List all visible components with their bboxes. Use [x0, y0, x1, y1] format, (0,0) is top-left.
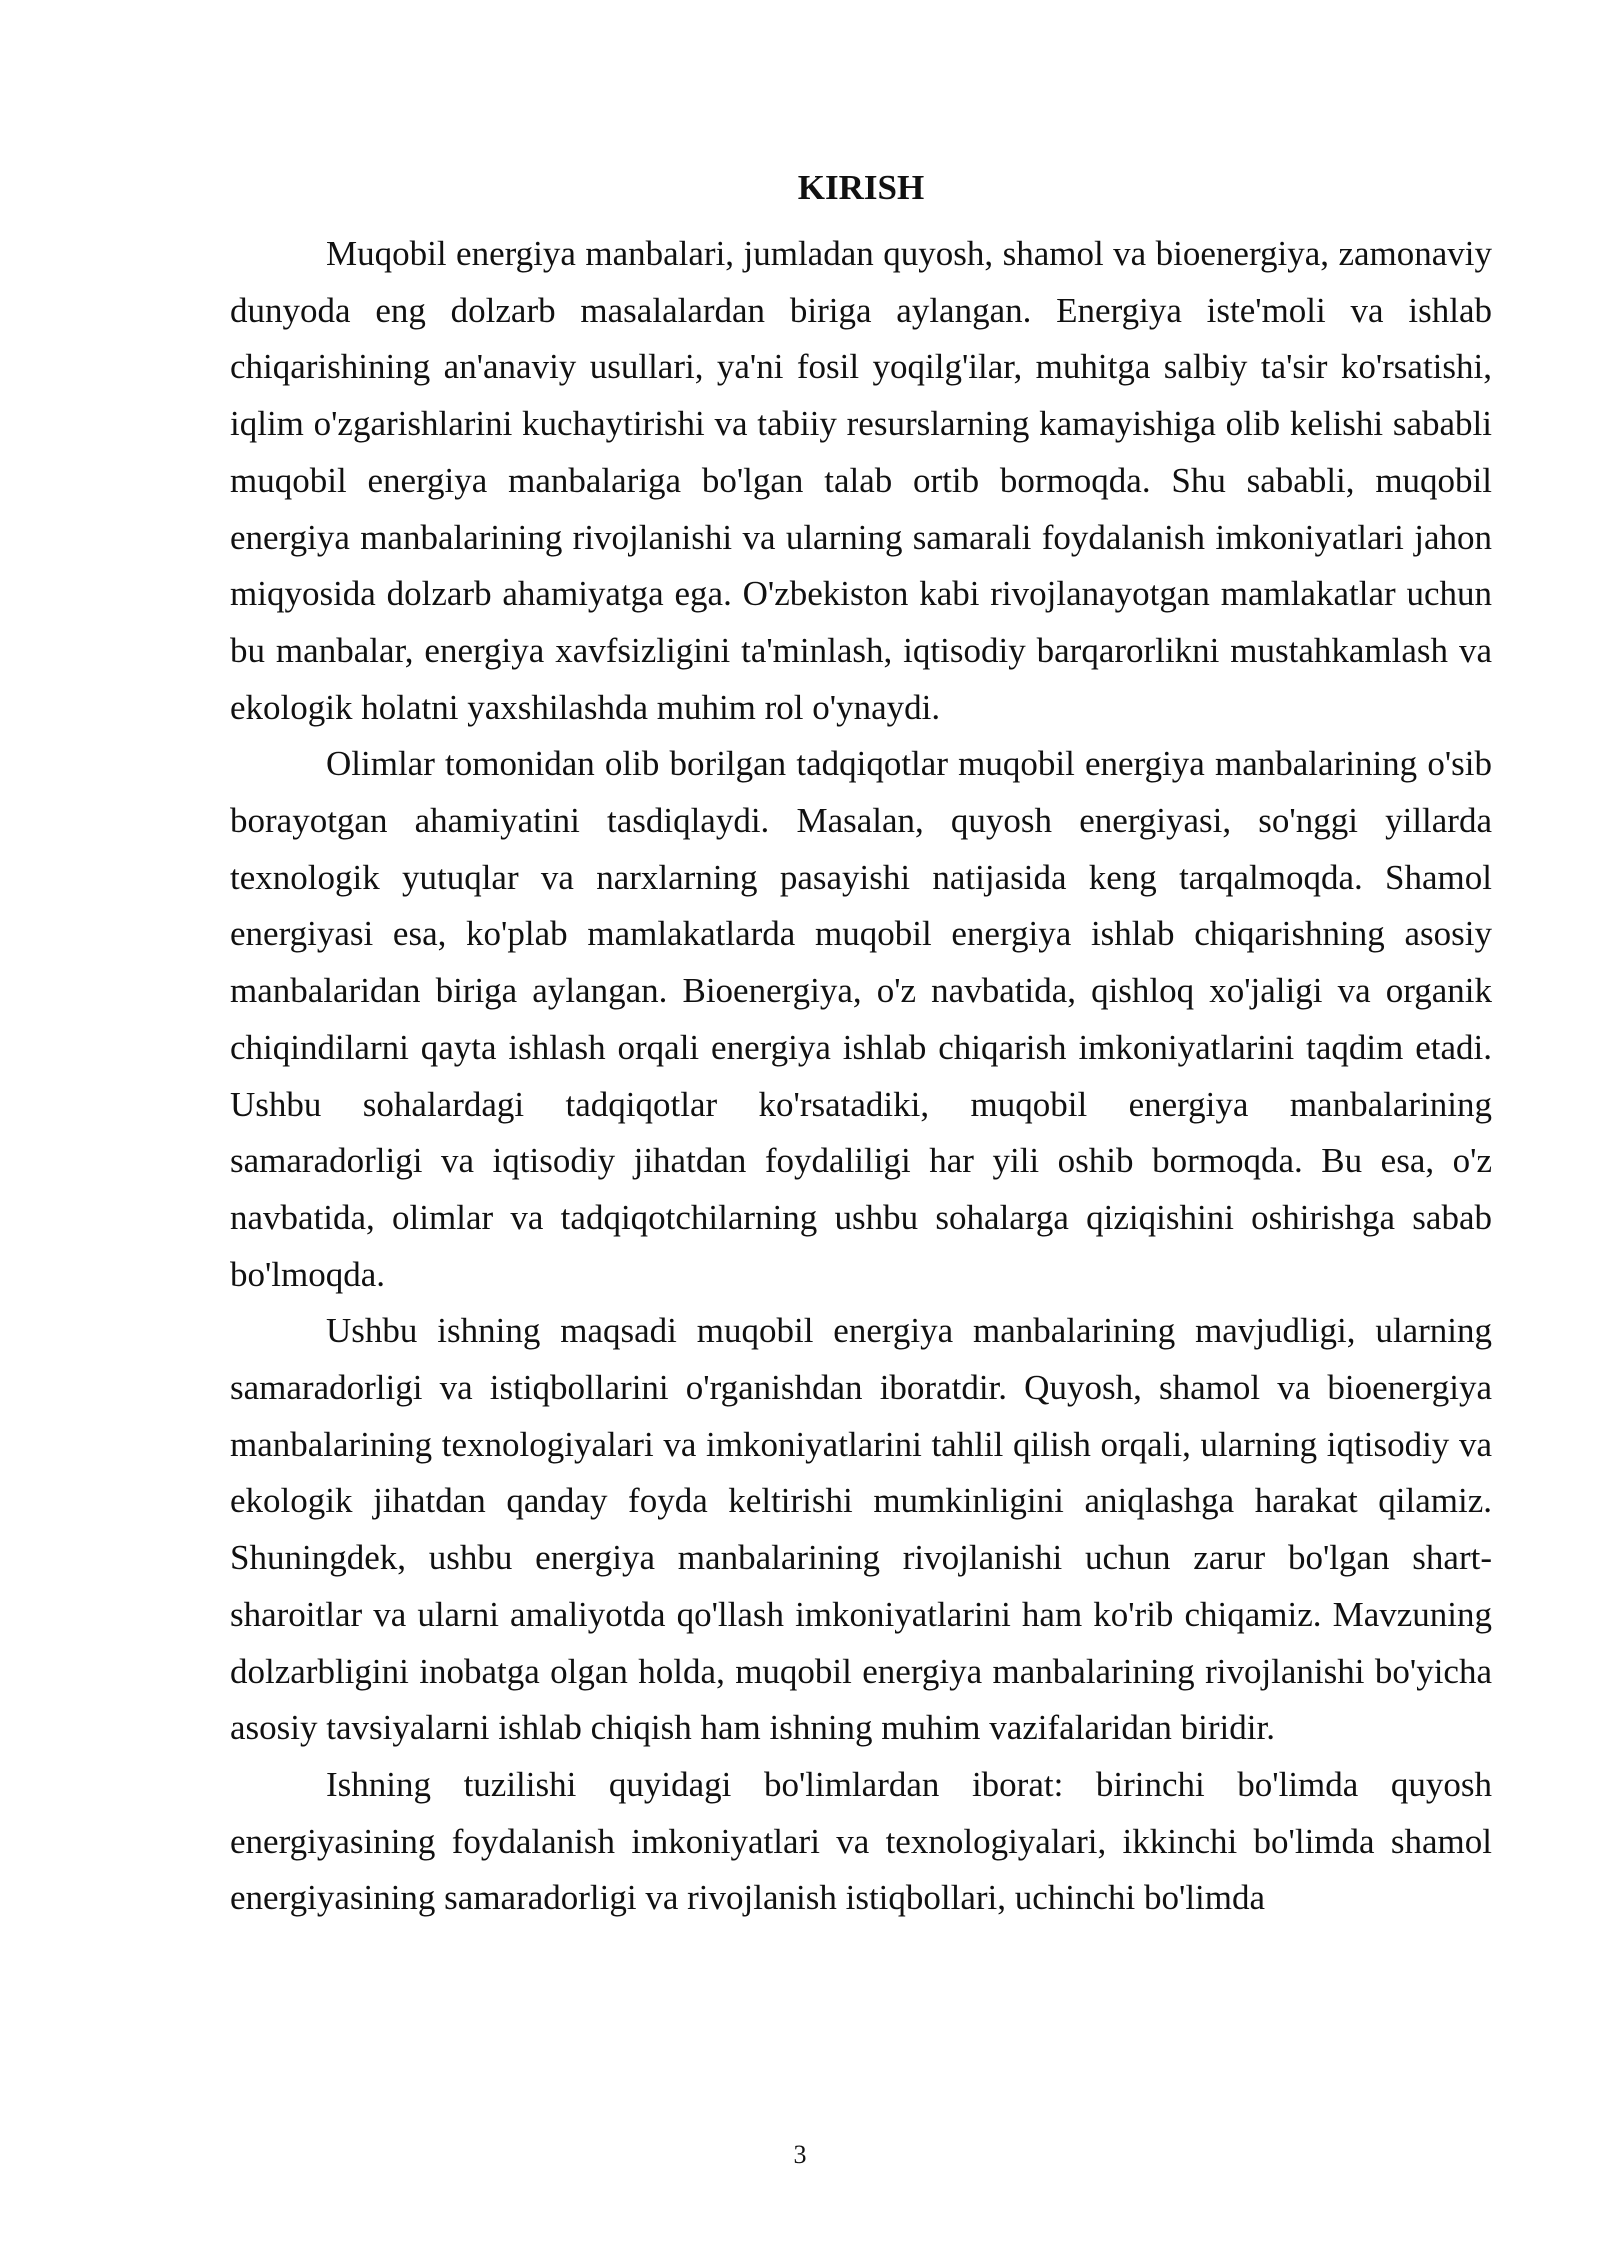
page-number: 3	[793, 2140, 807, 2169]
paragraph-2: Olimlar tomonidan olib borilgan tadqiqotlar muqobil energiya manbalarining o'sib borayotgan ahamiyatini tasdiqlaydi. Masalan, quyosh energiyasi, so'nggi yillarda texnologik yutuqlar va narxlarning pasayishi natijasida keng tarqalmoqda. Shamol energiyasi esa, ko'plab mamlakatlarda muqobil energiya ishlab chiqarishning asosiy manbalaridan biriga aylangan. Bioenergiya, o'z navbatida, qishloq xo'jaligi va organik chiqindilarni qayta ishlash orqali energiya ishlab chiqarish imkoniyatlarini taqdim etadi. Ushbu sohalardagi tadqiqotlar ko'rsatadiki, muqobil energiya manbalarining samaradorligi va iqtisodiy jihatdan foydaliligi har yili oshib bormoqda. Bu esa, o'z navbatida, olimlar va tadqiqotchilarning ushbu sohalarga qiziqishini oshirishga sabab bo'lmoqda.	[230, 744, 1492, 1294]
paragraph-3: Ushbu ishning maqsadi muqobil energiya manbalarining mavjudligi, ularning samaradorligi va istiqbollarini o'rganishdan iboratdir. Quyosh, shamol va bioenergiya manbalarining texnologiyalari va imkoniyatlarini tahlil qilish orqali, ularning iqtisodiy va ekologik jihatdan qanday foyda keltirishi mumkinligini aniqlashga harakat qilamiz. Shuningdek, ushbu energiya manbalarining rivojlanishi uchun zarur bo'lgan shart-sharoitlar va ularni amaliyotda qo'llash imkoniyatlarini ham ko'rib chiqamiz. Mavzuning dolzarbligini inobatga olgan holda, muqobil energiya manbalarining rivojlanishi bo'yicha asosiy tavsiyalarni ishlab chiqish ham ishning muhim vazifalaridan biridir.	[230, 1311, 1492, 1748]
section-title: KIRISH	[797, 168, 925, 207]
page-content	[230, 160, 1492, 1927]
paragraph-1: Muqobil energiya manbalari, jumladan quyosh, shamol va bioenergiya, zamonaviy dunyoda eng dolzarb masalalardan biriga aylangan. Energiya iste'moli va ishlab chiqarishining an'anaviy usullari, ya'ni fosil yoqilg'ilar, muhitga salbiy ta'sir ko'rsatishi, iqlim o'zgarishlarini kuchaytirishi va tabiiy resurslarning kamayishiga olib kelishi sababli muqobil energiya manbalariga bo'lgan talab ortib bormoqda. Shu sababli, muqobil energiya manbalarining rivojlanishi va ularning samarali foydalanish imkoniyatlari jahon miqyosida dolzarb ahamiyatga ega. O'zbekiston kabi rivojlanayotgan mamlakatlar uchun bu manbalar, energiya xavfsizligini ta'minlash, iqtisodiy barqarorlikni mustahkamlash va ekologik holatni yaxshilashda muhim rol o'ynaydi.	[230, 234, 1492, 727]
paragraph-4: Ishning tuzilishi quyidagi bo'limlardan iborat: birinchi bo'limda quyosh energiyasining foydalanish imkoniyatlari va texnologiyalari, ikkinchi bo'limda shamol energiyasining samaradorligi va rivojlanish istiqbollari, uchinchi bo'limda	[230, 1764, 1492, 1918]
